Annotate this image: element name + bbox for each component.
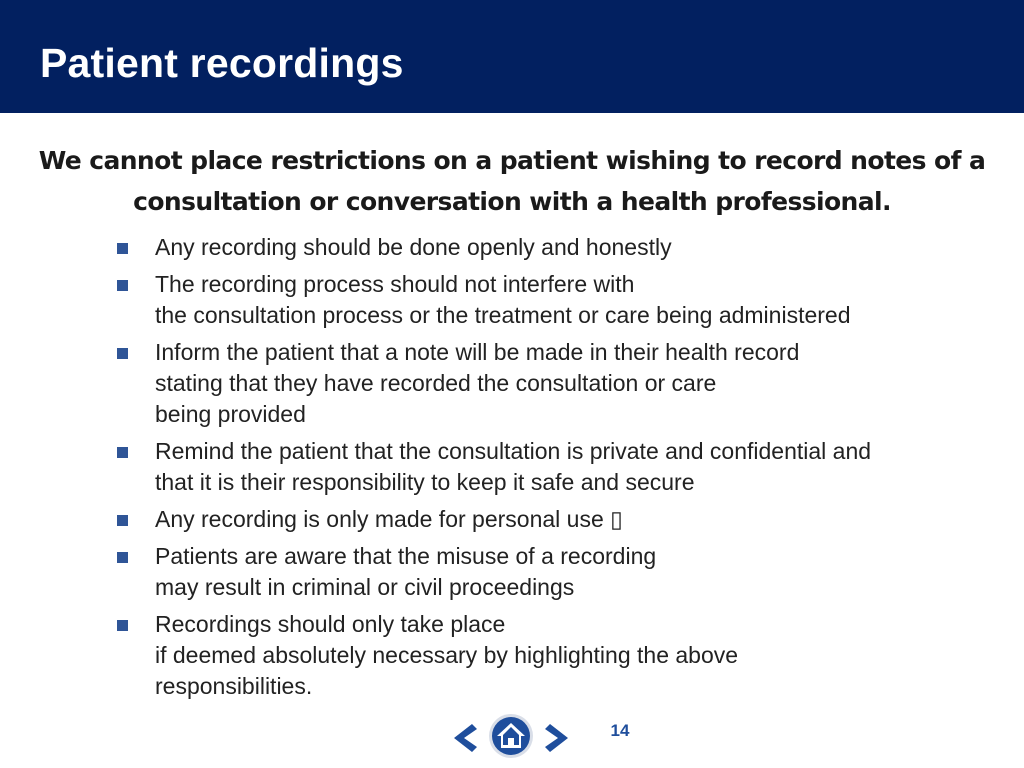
bullet-item [114,609,994,702]
bullet-item [114,541,994,603]
bullet-item [114,337,994,430]
bullet-item [114,232,994,263]
header-bar [0,0,1024,113]
home-icon[interactable] [489,714,533,758]
square-bullet-icon [117,280,128,291]
square-bullet-icon [117,447,128,458]
bullet-line: Any recording is only made for personal use ▯ [155,506,623,532]
intro-line: We cannot place restrictions on a patient wishing to record notes of a [38,146,986,175]
bullet-line: responsibilities. [155,673,313,699]
bullet-line: may result in criminal or civil proceedings [155,574,575,600]
bullet-line: Inform the patient that a note will be made in their health record [155,339,800,365]
page-number: 14 [610,721,630,740]
bullet-item [114,436,994,498]
bullet-line: if deemed absolutely necessary by highlighting the above [155,642,739,668]
bullet-line: the consultation process or the treatment or care being administered [155,302,851,328]
bullet-line: Remind the patient that the consultation is private and confidential and [155,438,872,464]
square-bullet-icon [117,348,128,359]
slide-title: Patient recordings [40,40,404,86]
intro-line: consultation or conversation with a health professional. [133,187,891,216]
bullet-item [114,269,994,331]
bullet-line: The recording process should not interfere with [155,271,635,297]
slide-navigation [450,712,574,760]
bullet-list [114,232,994,708]
square-bullet-icon [117,552,128,563]
square-bullet-icon [117,243,128,254]
chevron-left-icon[interactable] [454,724,477,752]
chevron-right-icon[interactable] [545,724,568,752]
bullet-line: Patients are aware that the misuse of a recording [155,543,657,569]
bullet-line: Recordings should only take place [155,611,506,637]
bullet-line: being provided [155,401,306,427]
square-bullet-icon [117,620,128,631]
bullet-line: Any recording should be done openly and honestly [155,234,672,260]
bullet-line: stating that they have recorded the consultation or care [155,370,717,396]
square-bullet-icon [117,515,128,526]
bullet-item [114,504,994,535]
intro-statement [0,140,1024,222]
bullet-line: that it is their responsibility to keep it safe and secure [155,469,695,495]
